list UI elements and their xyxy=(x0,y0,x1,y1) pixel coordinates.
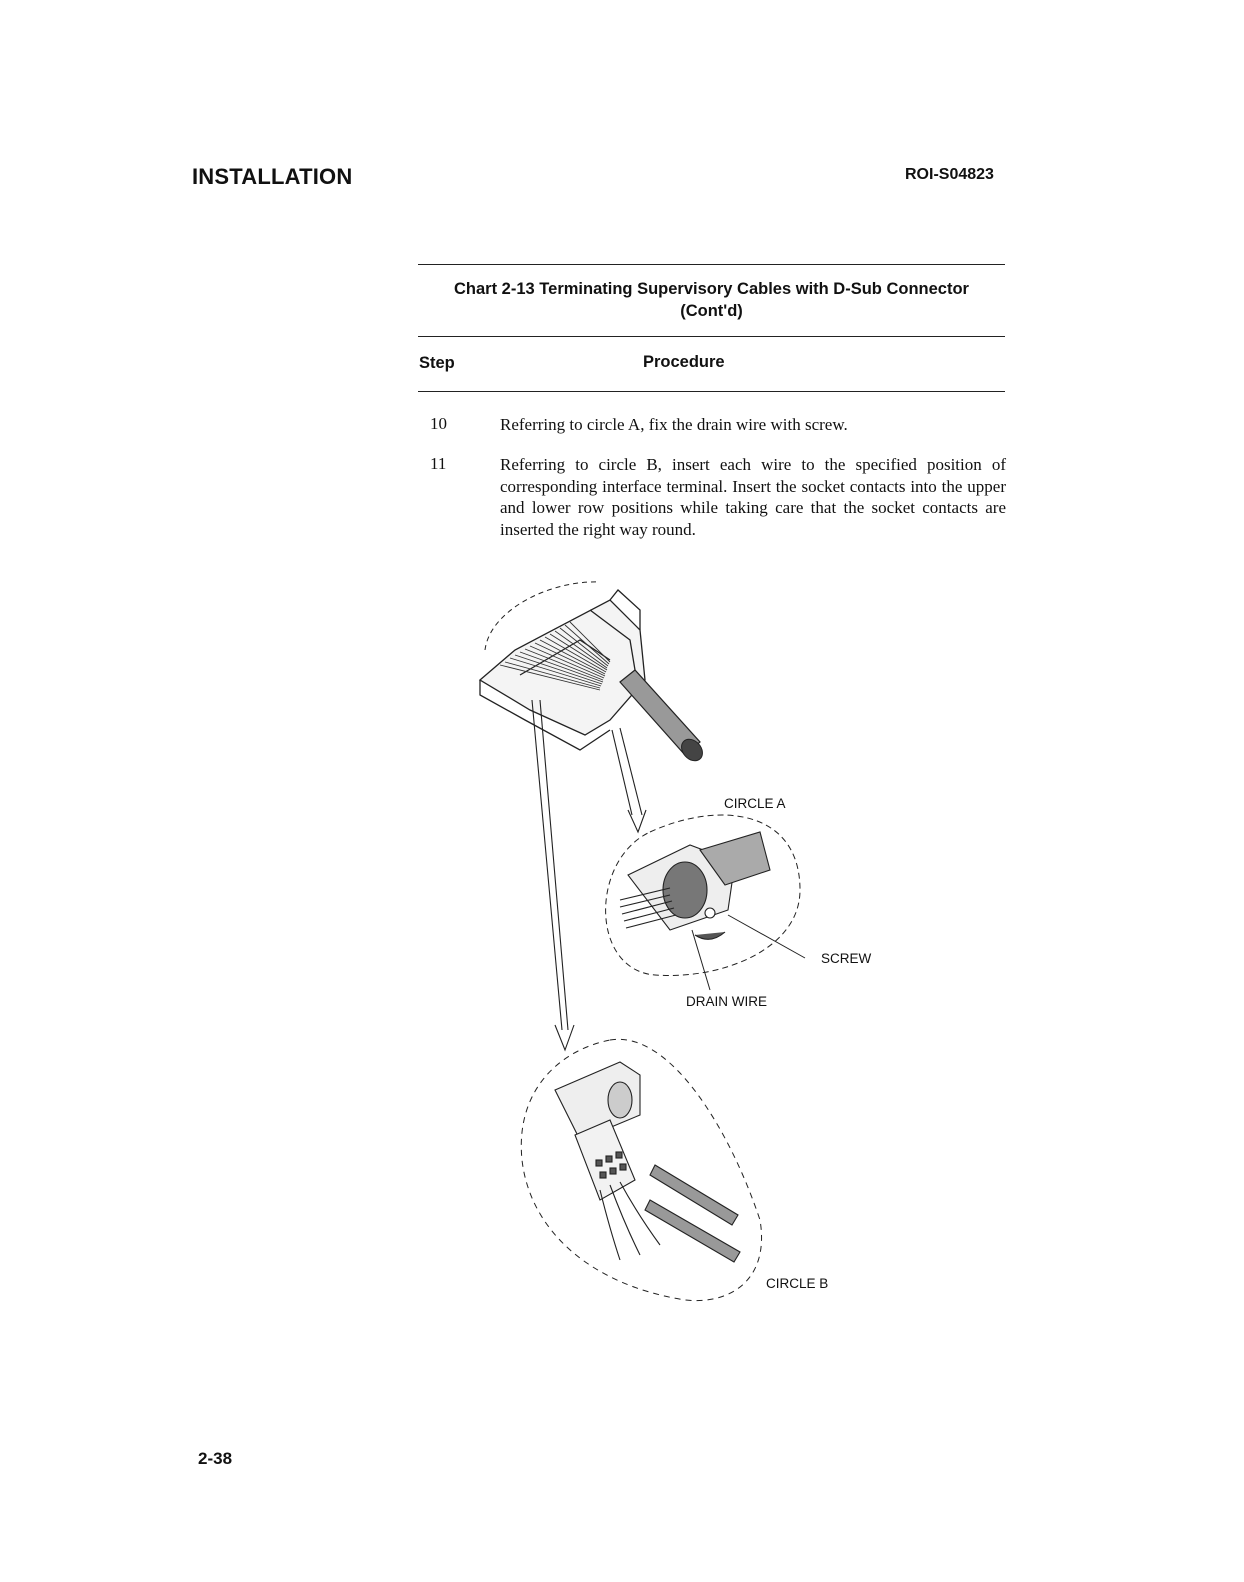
section-title: INSTALLATION xyxy=(192,164,353,189)
chart-title xyxy=(418,278,1005,322)
circle-a-detail xyxy=(620,832,770,939)
step-number: 11 xyxy=(430,454,447,473)
label-circle-b: CIRCLE B xyxy=(766,1276,829,1291)
circle-b-detail xyxy=(555,1062,740,1262)
label-circle-a: CIRCLE A xyxy=(724,796,786,811)
label-screw: SCREW xyxy=(821,951,872,966)
table-header-top-rule xyxy=(418,336,1005,337)
document-code: ROI-S04823 xyxy=(905,166,994,183)
step-text: Referring to circle A, fix the drain wire with screw. xyxy=(500,415,848,434)
connector-housing xyxy=(480,590,645,750)
page-number: 2-38 xyxy=(198,1449,233,1468)
table-header-bottom-rule xyxy=(418,391,1005,392)
label-drain-wire: DRAIN WIRE xyxy=(686,994,767,1009)
chart-title-line-2: (Cont'd) xyxy=(680,302,743,320)
column-header-procedure: Procedure xyxy=(643,353,725,371)
circle-a-leaders xyxy=(692,915,805,990)
circle-b-outline xyxy=(521,1039,761,1300)
screw-icon xyxy=(705,908,715,918)
chart-top-rule xyxy=(418,264,1005,265)
cable xyxy=(620,670,707,765)
d-sub-connector-figure xyxy=(470,570,890,1320)
column-header-step: Step xyxy=(419,354,455,372)
chart-title-line-1: Chart 2-13 Terminating Supervisory Cables with D-Sub Connector xyxy=(454,280,969,298)
step-number: 10 xyxy=(430,414,447,433)
step-text: Referring to circle B, insert each wire to the specified position of corresponding interface terminal. Insert the socket contacts into the upper and lower row positions while taking care that the socket contacts are inserted the right way round. xyxy=(500,455,1006,539)
